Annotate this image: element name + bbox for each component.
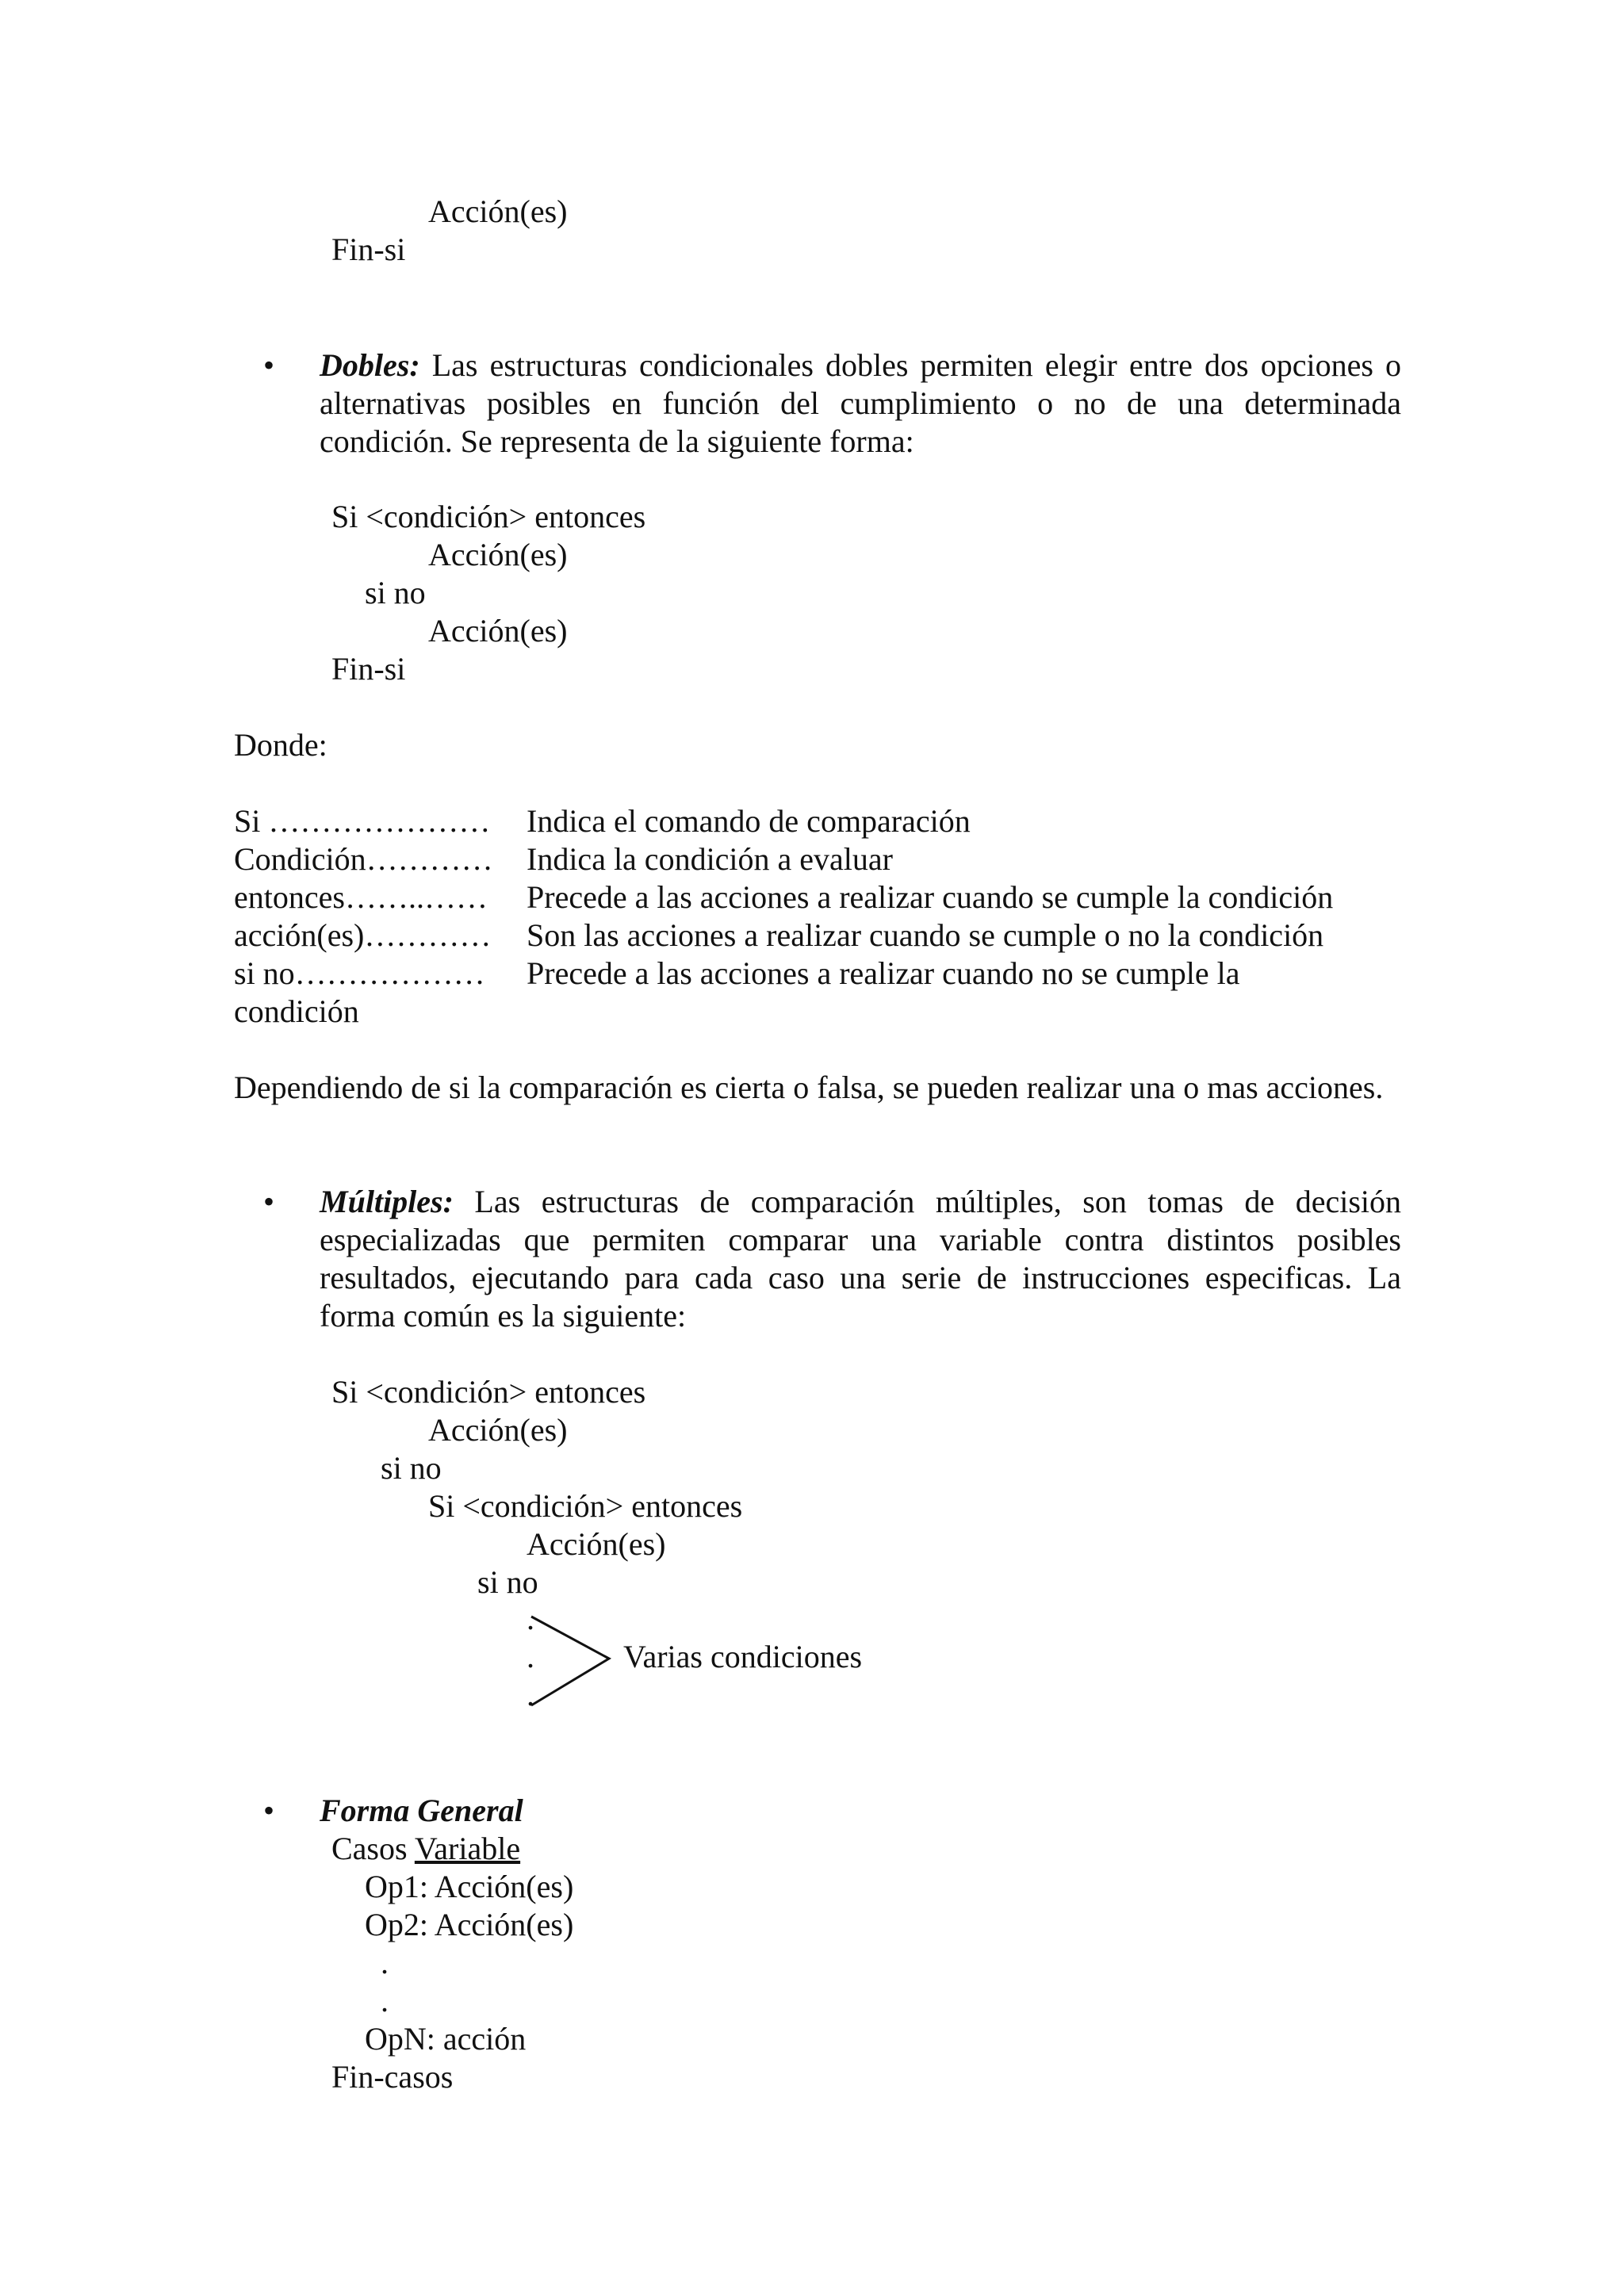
forma-general-title: Forma General (320, 1793, 523, 1828)
donde-desc-condicion: Indica la condición a evaluar (527, 841, 893, 877)
donde-label: Donde: (234, 727, 327, 763)
donde-term-si: Si ………………… (234, 803, 491, 839)
multiples-text: Las estructuras de comparación múltiples, son tomas de decisión especializadas que permiten comparar una variable contra distintos posibles resultados, ejecutando para cada caso una serie de instrucciones especificas. La forma común es la siguiente: (320, 1184, 1401, 1334)
dobles-code-line-5: Fin-si (331, 651, 406, 687)
bullet-dobles: • (263, 347, 275, 383)
op1-line: Op1: Acción(es) (365, 1869, 574, 1904)
dobles-text: Las estructuras condicionales dobles permiten elegir entre dos opciones o alternativas posibles en función del cumplimiento o no de una determinada condición. Se representa de la siguiente forma: (320, 347, 1401, 459)
multiples-code-line-4: Si <condición> entonces (428, 1488, 743, 1524)
dobles-code-line-1: Si <condición> entonces (331, 499, 646, 534)
donde-desc-acciones: Son las acciones a realizar cuando se cumple o no la condición (527, 917, 1324, 953)
donde-term-si-no: si no……………… (234, 955, 485, 991)
fin-casos-line: Fin-casos (331, 2059, 454, 2095)
forma-dot-1: . (381, 1945, 389, 1980)
multiples-code-line-2: Acción(es) (428, 1412, 568, 1448)
multiples-dot-1: . (527, 1601, 534, 1636)
bullet-multiples: • (263, 1184, 275, 1219)
bullet-forma-general: • (263, 1793, 275, 1828)
donde-desc-si-no: Precede a las acciones a realizar cuando no se cumple la (527, 955, 1240, 991)
dobles-term: Dobles: (320, 347, 420, 383)
dobles-code-line-2: Acción(es) (428, 537, 568, 572)
donde-term-entonces: entonces……..…… (234, 879, 488, 915)
multiples-paragraph (320, 1183, 1401, 1335)
multiples-dot-2: . (527, 1639, 534, 1674)
dobles-paragraph (320, 346, 1401, 461)
donde-term-condicion: Condición………… (234, 841, 493, 877)
multiples-code-line-6: si no (477, 1564, 538, 1600)
intro-fin-si-line: Fin-si (331, 232, 406, 267)
multiples-dot-3: . (527, 1677, 534, 1712)
dobles-code-line-4: Acción(es) (428, 613, 568, 649)
donde-wrap-condicion: condición (234, 993, 359, 1029)
multiples-code-line-1: Si <condición> entonces (331, 1374, 646, 1410)
casos-line (331, 1830, 520, 1868)
multiples-code-line-5: Acción(es) (527, 1526, 666, 1562)
dependiendo-paragraph: Dependiendo de si la comparación es cierta o falsa, se pueden realizar una o mas acciones. (234, 1070, 1384, 1105)
donde-desc-entonces: Precede a las acciones a realizar cuando se cumple la condición (527, 879, 1334, 915)
opn-line: OpN: acción (365, 2021, 527, 2057)
multiples-term: Múltiples: (320, 1184, 454, 1219)
dobles-code-line-3: si no (365, 575, 426, 610)
intro-action-line: Acción(es) (428, 193, 568, 229)
donde-term-acciones: acción(es)………… (234, 917, 492, 953)
multiples-code-line-3: si no (381, 1450, 442, 1486)
casos-label: Casos (331, 1831, 415, 1866)
casos-variable: Variable (414, 1831, 521, 1866)
forma-dot-2: . (381, 1983, 389, 2019)
angle-bracket-icon (530, 1613, 617, 1709)
op2-line: Op2: Acción(es) (365, 1907, 574, 1942)
varias-condiciones-label: Varias condiciones (623, 1639, 863, 1674)
donde-desc-si: Indica el comando de comparación (527, 803, 971, 839)
